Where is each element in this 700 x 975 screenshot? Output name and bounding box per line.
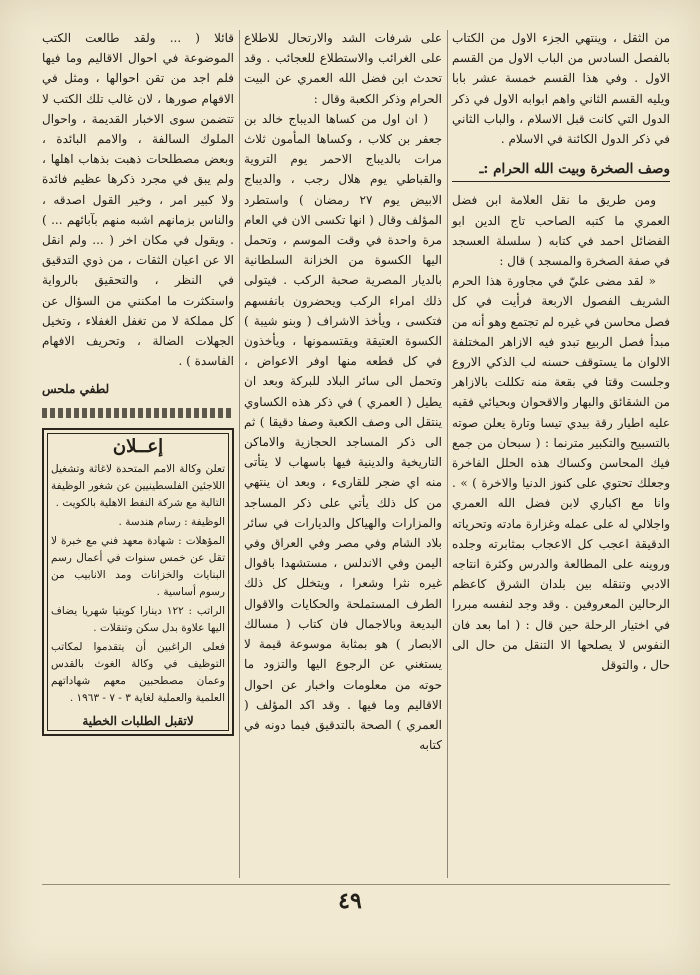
column-middle	[244, 28, 442, 755]
column-right	[452, 28, 670, 675]
ad-salary: الراتب : ١٢٢ دينارا كويتيا شهريا يضاف اليها علاوة بدل سكن وتنقلات .	[51, 604, 225, 634]
column-divider	[239, 30, 240, 878]
paragraph: « لقد مضى عليّ في مجاورة هذا الحرم الشريف الفصول الاربعة فرأيت في كل فصل محاسن في غيره لم تجتمع وهو أنه من مبدأ فصل الربيع تبدو فيه الازاهر المختلفة الالوان ما يستوقف حسنه لب الذكي الاروع وجلست وقتا في بقعة منه تكللت بالازاهر من الشقائق والبهار والاقحوان وبحيائي فقيه عليه اطيار رقة بيدي تيسا وتارة يعلن صوته بالتسبيح والتكبير مترنما : ( سبحان من جمع فيك المحاسن وكساك هذه الحلل الفاخرة وجعلك تحتوي على كنوز الدنيا والاخرة ) » . وانا مع اكباري لابن فضل الله العمري واجلالي له على عمله وغزارة مادته وتحرياته الدقيقة اعجب كل الاعجاب بمثابرته وجلده وروينه على المطالعة والدرس وكثرة انتاجه الادبي وتنقله بين بلدان الشرق كاعظم الرحالين المعروفين . وقد وجد لنفسه مبررا في اختيار الرحلة حين قال : ( اما بعد فان النفوس لا يصلحها الا التنقل من حال الى حال ، والتوقل	[452, 274, 670, 673]
paragraph: على شرفات الشد والارتحال للاطلاع على الغرائب والاستطلاع للعجائب . وقد تحدث ابن فضل الله العمري عن البيت الحرام وذكر الكعبة وقال :	[244, 31, 442, 106]
ornamental-divider	[42, 408, 234, 418]
ad-footer: لاتقبل الطلبات الخطية	[82, 713, 194, 728]
paragraph: ومن طريق ما نقل العلامة ابن فضل العمري ما كتبه الصاحب تاج الدين ابو الفضائل احمد في كتابه ( سلسلة العسجد في صفة الصخرة والمسجد ) قال :	[452, 193, 670, 269]
section-title: وصف الصخرة وبيت الله الحرام :ـ	[452, 159, 670, 182]
author-signature: لطفي ملحس	[42, 382, 110, 397]
advertisement-box	[42, 428, 234, 736]
page-number: ٤٩	[338, 888, 362, 914]
bottom-rule	[42, 884, 670, 885]
ad-qualifications: المؤهلات : شهادة معهد فني مع خبرة لا تقل عن خمس سنوات في أعمال رسم البنايات والخزانات ومد الانابيب من رسوم أساسية .	[51, 534, 225, 598]
ad-intro: تعلن وكالة الامم المتحدة لاغاثة وتشغيل اللاجئين الفلسطينيين عن شغور الوظيفة التالية مع شركة النفط الاهلية بالكويت .	[51, 462, 225, 509]
paragraph: ( ان اول من كساها الديباج خالد بن جعفر بن كلاب ، وكساها المأمون ثلاث مرات بالديباج الاحمر يوم التروية والقباطي يوم هلال رجب ، والديباج الابيض يوم ٢٧ رمضان ) واستطرد المؤلف وقال ( انها تكسى الان في العام مرة واحدة في وقت الموسم ، وتحمل اليها الكسوة من الخزانة السلطانية بالديار المصرية صحبة الركب . فيتولى ذلك امراء الركب ويحضرون بانفسهم فتكسى ، ويأخذ الاشراف ( وبنو شيبة ) الكسوة العتيقة ويقتسمونها ، ويأخذون في كل قطعه منها اوفر الاعواض ، وتحمل الى سائر البلاد للبركة وبعد ان يطيل ( العمري ) في ذكر هذه الكساوي ينتقل الى وصف الكعبة وصفا دقيقا ) ثم الى ذكر المساجد الحجازية والاماكن التاريخية والدينية فيها باسهاب لا يتأتى منه اي ضجر للقارىء ، وبعد ان ينتهي من كل ذلك يأتي على ذكر المساجد والمزارات والهياكل والديارات في سائر بلاد الشام وفي مصر وفي العراق وفي اليمن وفي الاندلس ، مستشهدا باقوال غيره نثرا وشعرا ، ويتخلل كل ذلك الطرف المستملحة والحكايات والاقوال البديعة وبالاجمال فان كتاب ( مسالك الابصار ) هو بمثابة موسوعة قيمة لا يستغني عن الرجوع اليها والتزود ما حوته من معلومات واخبار عن احوال الاقاليم وما فيها . وقد اكد المؤلف ( العمري ) الصحة بالتدقيق فيما دونه في كتابه	[244, 111, 443, 753]
ad-job: الوظيفة : رسام هندسة .	[118, 515, 225, 528]
column-divider	[447, 30, 448, 878]
paragraph: من الثقل ، وينتهي الجزء الاول من الكتاب بالفصل السادس من الباب الاول من القسم الاول . وفي هذا القسم خمسة عشر بابا ويليه القسم الثاني واهم ابوابه الاول في ذكر الدول التي كانت قبل الاسلام ، والباب الثاني في ذكر الدول الكائنة في الاسلام .	[452, 31, 670, 147]
column-left	[42, 28, 234, 736]
ad-apply: فعلى الراغبين أن يتقدموا لمكاتب التوظيف في وكالة الغوث بالقدس وعمان مصطحبين معهم شهاداتهم العلمية والعملية لغاية ٣ - ٧ - ١٩٦٣ .	[51, 640, 225, 704]
paragraph: قائلا ( ... ولقد طالعت الكتب الموضوعة في احوال الاقاليم وما فيها فلم اجد من تقن احوالها ، ومثل في الافهام صورها ، لان غالب تلك الكتب لا تتضمن سوى الاخبار القديمة ، واحوال الملوك السالفة ، والامم البائدة ، وبعض مصطلحات ذهبت بذهاب اهلها ، ولم يبق في مجرد ذكرها عظيم فائدة ولا كبير امر ، وخير القول اصدقه ، والناس بزمانهم اشبه منهم بآبائهم ... ) . ويقول في مكان اخر ( ... ولم انقل الا عن اعيان الثقات ، من ذوي التدقيق في النظر ، والتحقيق بالرواية واستكثرت ما امكنني من السؤال عن كل مملكة لا من تغفل الغفلاء ، وتخيل الجهلات الضالة ، وتحريف الافهام الفاسدة ) .	[42, 31, 234, 369]
ad-title: إعــلان	[112, 435, 164, 457]
